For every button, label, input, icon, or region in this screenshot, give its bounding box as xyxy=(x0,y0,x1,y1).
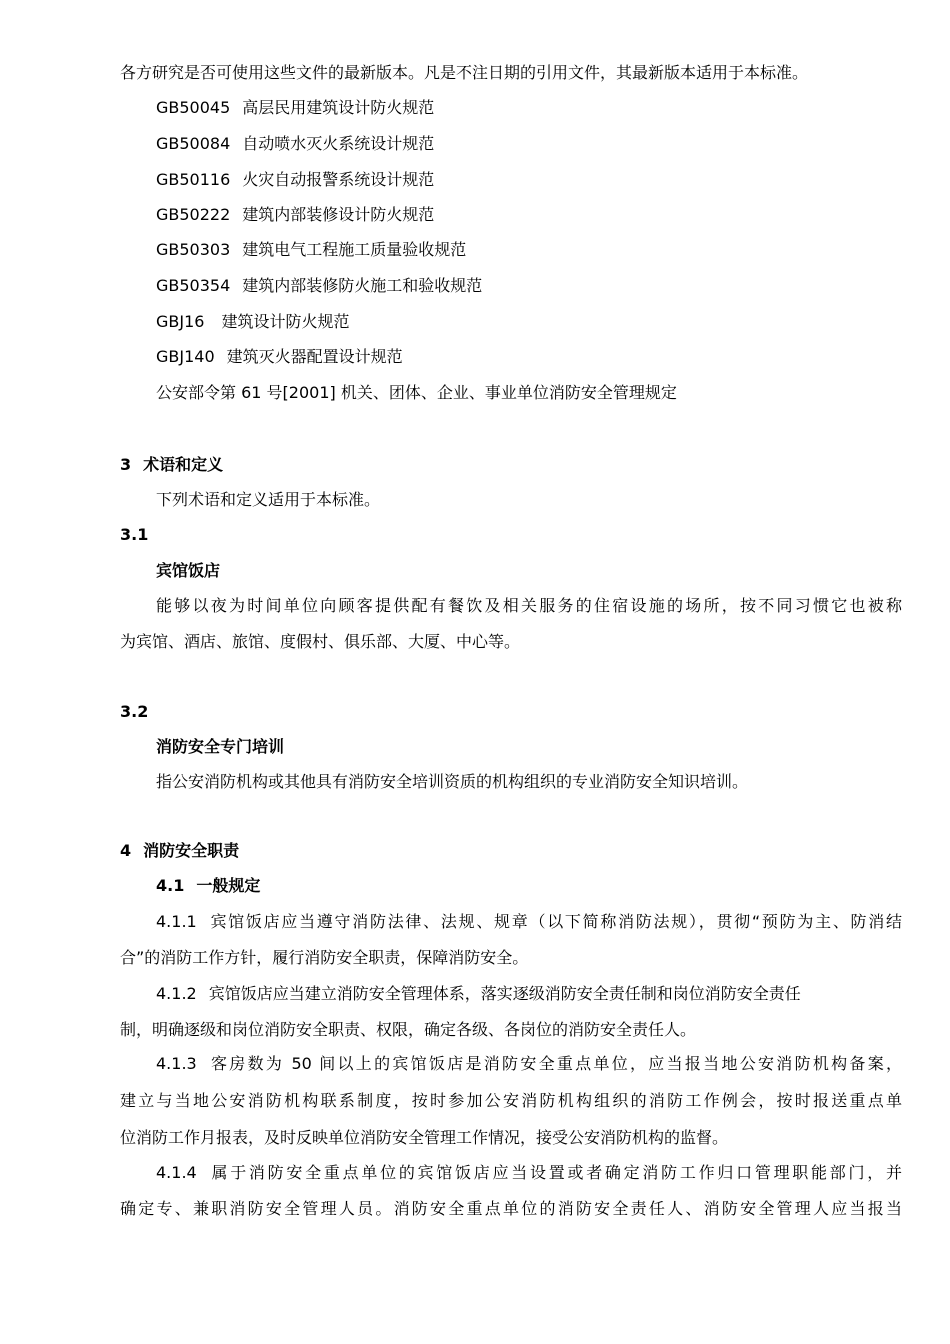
clause-text: 属于消防安全重点单位的宾馆饭店应当设置或者确定消防工作归口管理职能部门，并 xyxy=(208,1163,902,1182)
subsection-title: 一般规定 xyxy=(196,876,261,895)
reference-title: 建筑灭火器配置设计规范 xyxy=(226,347,403,366)
clause-line: 确定专、兼职消防安全管理人员。消防安全重点单位的消防安全责任人、消防安全管理人应当报当 xyxy=(120,1199,902,1218)
term-name: 消防安全专门培训 xyxy=(156,737,285,756)
reference-item xyxy=(156,240,466,260)
subsection-heading xyxy=(156,876,260,896)
term-definition-line: 能够以夜为时间单位向顾客提供配有餐饮及相关服务的住宿设施的场所，按不同习惯它也被称 xyxy=(156,596,902,615)
section-title: 术语和定义 xyxy=(143,455,224,474)
reference-title: 高层民用建筑设计防火规范 xyxy=(242,98,435,117)
term-number: 3.2 xyxy=(120,702,149,721)
clause-text: 客房数为 50 间以上的宾馆饭店是消防安全重点单位，应当报当地公安消防机构备案， xyxy=(208,1054,902,1073)
reference-code: GB50354 xyxy=(156,276,231,295)
reference-item xyxy=(156,170,434,190)
clause-line xyxy=(156,984,801,1004)
reference-title: 火灾自动报警系统设计规范 xyxy=(242,170,435,189)
clause-line xyxy=(156,1054,902,1074)
reference-code: GB50222 xyxy=(156,205,231,224)
reference-code: GB50116 xyxy=(156,170,231,189)
reference-item xyxy=(156,312,350,332)
reference-title: 建筑设计防火规范 xyxy=(216,312,350,331)
clause-line xyxy=(156,1163,902,1183)
clause-text: 宾馆饭店应当遵守消防法律、法规、规章（以下简称消防法规），贯彻“预防为主、防消结 xyxy=(208,912,902,931)
subsection-number: 4.1 xyxy=(156,876,185,895)
section-title: 消防安全职责 xyxy=(143,841,240,860)
reference-title: 建筑电气工程施工质量验收规范 xyxy=(242,240,467,259)
section-intro: 下列术语和定义适用于本标准。 xyxy=(156,490,381,509)
clause-line: 建立与当地公安消防机构联系制度，按时参加公安消防机构组织的消防工作例会，按时报送重点单 xyxy=(120,1091,902,1110)
reference-item xyxy=(156,98,434,118)
section-number: 3 xyxy=(120,455,132,474)
reference-item xyxy=(156,205,434,225)
reference-title: 建筑内部装修设计防火规范 xyxy=(242,205,435,224)
reference-title: 自动喷水灭火系统设计规范 xyxy=(242,134,435,153)
section-number: 4 xyxy=(120,841,132,860)
reference-item-regulation: 公安部令第 61 号[2001] 机关、团体、企业、事业单位消防安全管理规定 xyxy=(156,383,677,402)
clause-line: 制，明确逐级和岗位消防安全职责、权限，确定各级、各岗位的消防安全责任人。 xyxy=(120,1020,697,1039)
reference-item xyxy=(156,347,403,367)
term-number: 3.1 xyxy=(120,525,149,544)
clause-text: 宾馆饭店应当建立消防安全管理体系，落实逐级消防安全责任制和岗位消防安全责任 xyxy=(208,984,801,1003)
reference-code: GB50045 xyxy=(156,98,231,117)
term-definition-line: 指公安消防机构或其他具有消防安全培训资质的机构组织的专业消防安全知识培训。 xyxy=(156,772,749,791)
clause-number: 4.1.4 xyxy=(156,1163,197,1182)
intro-paragraph-tail: 各方研究是否可使用这些文件的最新版本。凡是不注日期的引用文件，其最新版本适用于本标准。 xyxy=(120,63,809,82)
reference-item xyxy=(156,134,434,154)
clause-number: 4.1.3 xyxy=(156,1054,197,1073)
reference-code: GBJ16 xyxy=(156,312,205,331)
reference-code: GB50303 xyxy=(156,240,231,259)
reference-code: GB50084 xyxy=(156,134,231,153)
clause-number: 4.1.1 xyxy=(156,912,197,931)
section-heading xyxy=(120,455,223,475)
clause-line: 合”的消防工作方针，履行消防安全职责，保障消防安全。 xyxy=(120,948,529,967)
reference-code: GBJ140 xyxy=(156,347,215,366)
section-heading xyxy=(120,841,239,861)
reference-title: 建筑内部装修防火施工和验收规范 xyxy=(242,276,483,295)
clause-line xyxy=(156,912,902,932)
clause-number: 4.1.2 xyxy=(156,984,197,1003)
term-definition-line: 为宾馆、酒店、旅馆、度假村、俱乐部、大厦、中心等。 xyxy=(120,632,521,651)
term-name: 宾馆饭店 xyxy=(156,561,221,580)
clause-line: 位消防工作月报表，及时反映单位消防安全管理工作情况，接受公安消防机构的监督。 xyxy=(120,1128,729,1147)
reference-item xyxy=(156,276,482,296)
